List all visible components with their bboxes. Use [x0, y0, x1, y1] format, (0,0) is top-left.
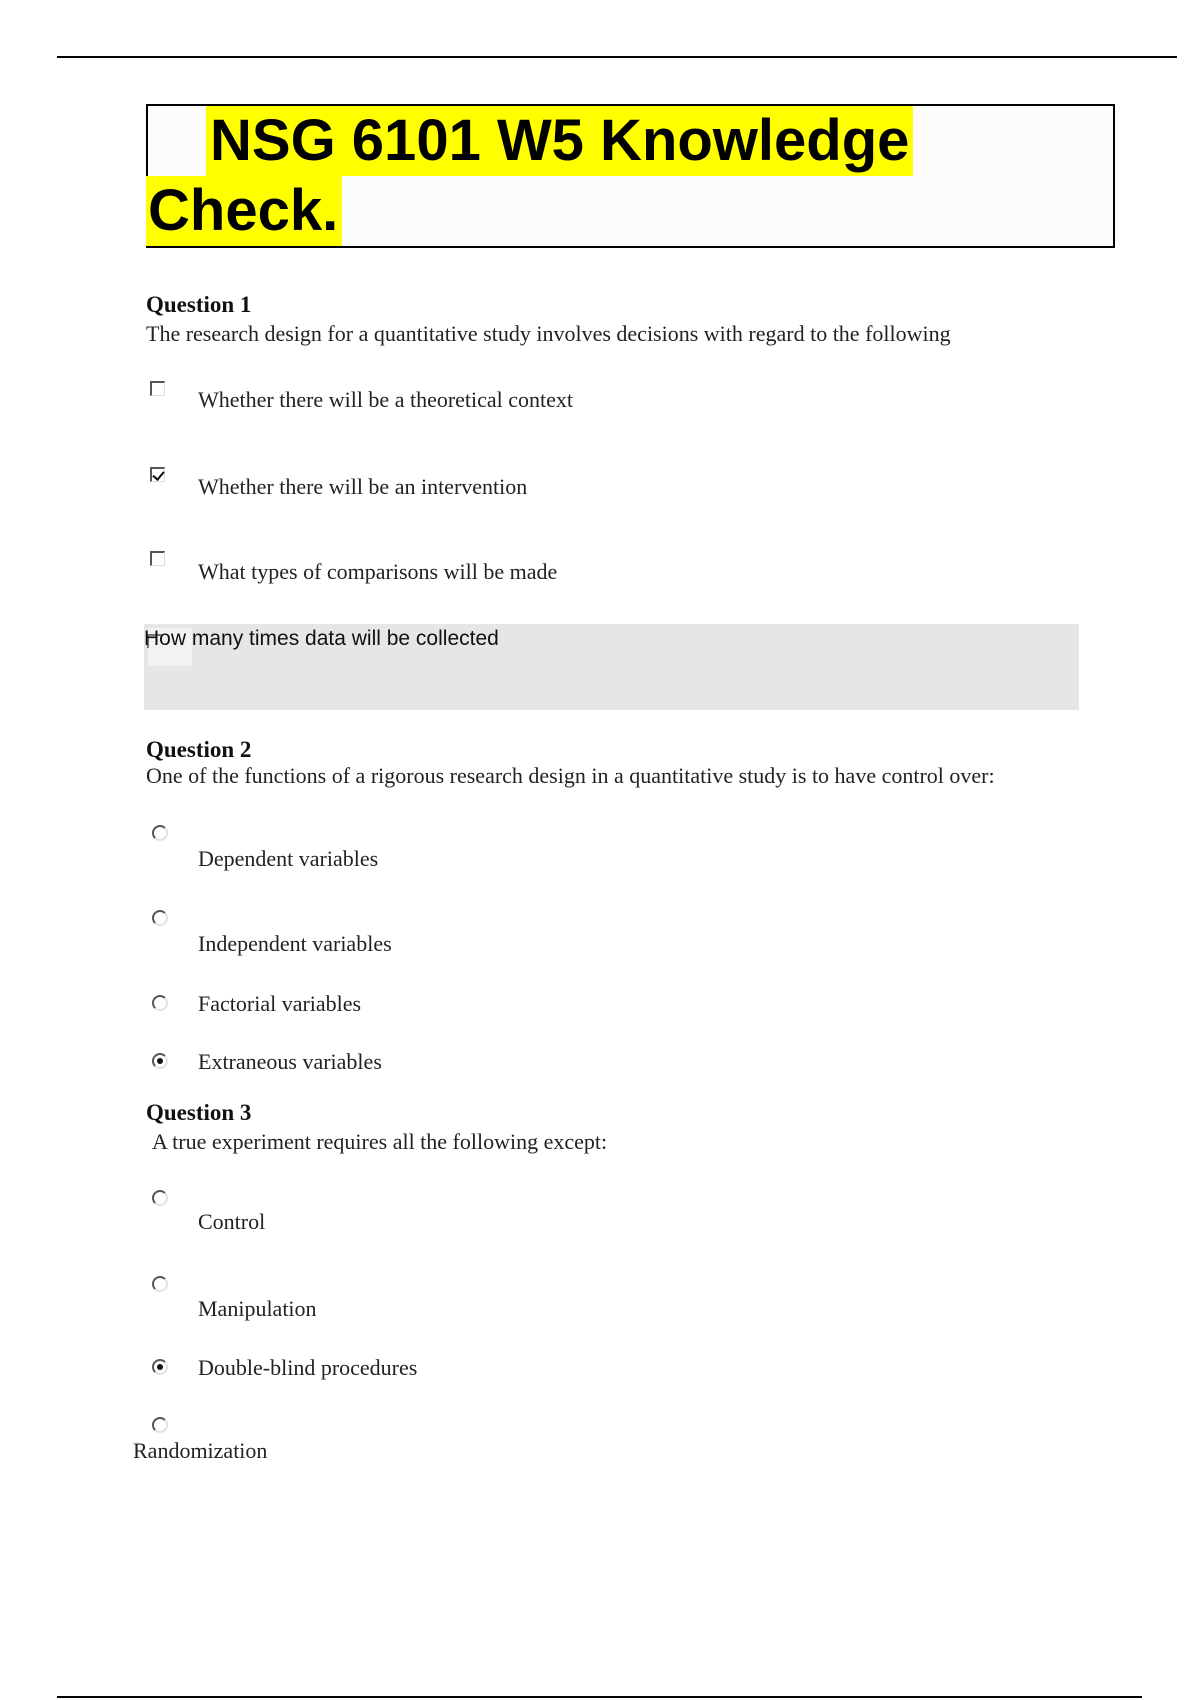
q3-option-1-radio[interactable] — [152, 1190, 168, 1206]
question-3-text: A true experiment requires all the following except: — [152, 1129, 608, 1154]
question-2-text: One of the functions of a rigorous research design in a quantitative study is to have control over: — [146, 763, 995, 788]
q3-option-2-radio[interactable] — [152, 1276, 168, 1292]
q3-option-1-label: Control — [198, 1209, 266, 1234]
page-title-line-2: Check. — [146, 176, 342, 246]
q3-option-3-radio[interactable] — [152, 1359, 168, 1375]
q1-option-2-checkbox[interactable] — [150, 467, 165, 482]
q1-option-4-block[interactable] — [144, 624, 1079, 710]
q2-option-3-radio[interactable] — [152, 995, 168, 1011]
q2-option-2-label: Independent variables — [198, 931, 392, 956]
q1-option-4-label: How many times data will be collected — [144, 627, 499, 650]
title-box — [146, 104, 1115, 248]
question-1-heading: Question 1 — [146, 292, 252, 317]
q3-option-4-radio[interactable] — [152, 1417, 168, 1433]
bottom-rule — [57, 1696, 1142, 1698]
q2-option-1-radio[interactable] — [152, 825, 168, 841]
q1-option-3-checkbox[interactable] — [150, 551, 165, 566]
q2-option-2-radio[interactable] — [152, 910, 168, 926]
q2-option-3-label: Factorial variables — [198, 991, 362, 1016]
question-2-heading: Question 2 — [146, 737, 252, 762]
page-title-line-1: NSG 6101 W5 Knowledge — [206, 106, 913, 176]
q1-option-1-checkbox[interactable] — [150, 381, 165, 396]
q1-option-3-label: What types of comparisons will be made — [198, 559, 558, 584]
q2-option-1-label: Dependent variables — [198, 846, 379, 871]
q3-option-2-label: Manipulation — [198, 1296, 317, 1321]
q3-option-4-label: Randomization — [133, 1438, 268, 1463]
q2-option-4-radio[interactable] — [152, 1053, 168, 1069]
q3-option-3-label: Double-blind procedures — [198, 1355, 418, 1380]
q1-option-1-label: Whether there will be a theoretical context — [198, 387, 574, 412]
question-3-heading: Question 3 — [146, 1100, 252, 1125]
q2-option-4-label: Extraneous variables — [198, 1049, 382, 1074]
q1-option-2-label: Whether there will be an intervention — [198, 474, 528, 499]
top-rule — [57, 56, 1177, 58]
question-1-text: The research design for a quantitative study involves decisions with regard to the following — [146, 321, 951, 346]
